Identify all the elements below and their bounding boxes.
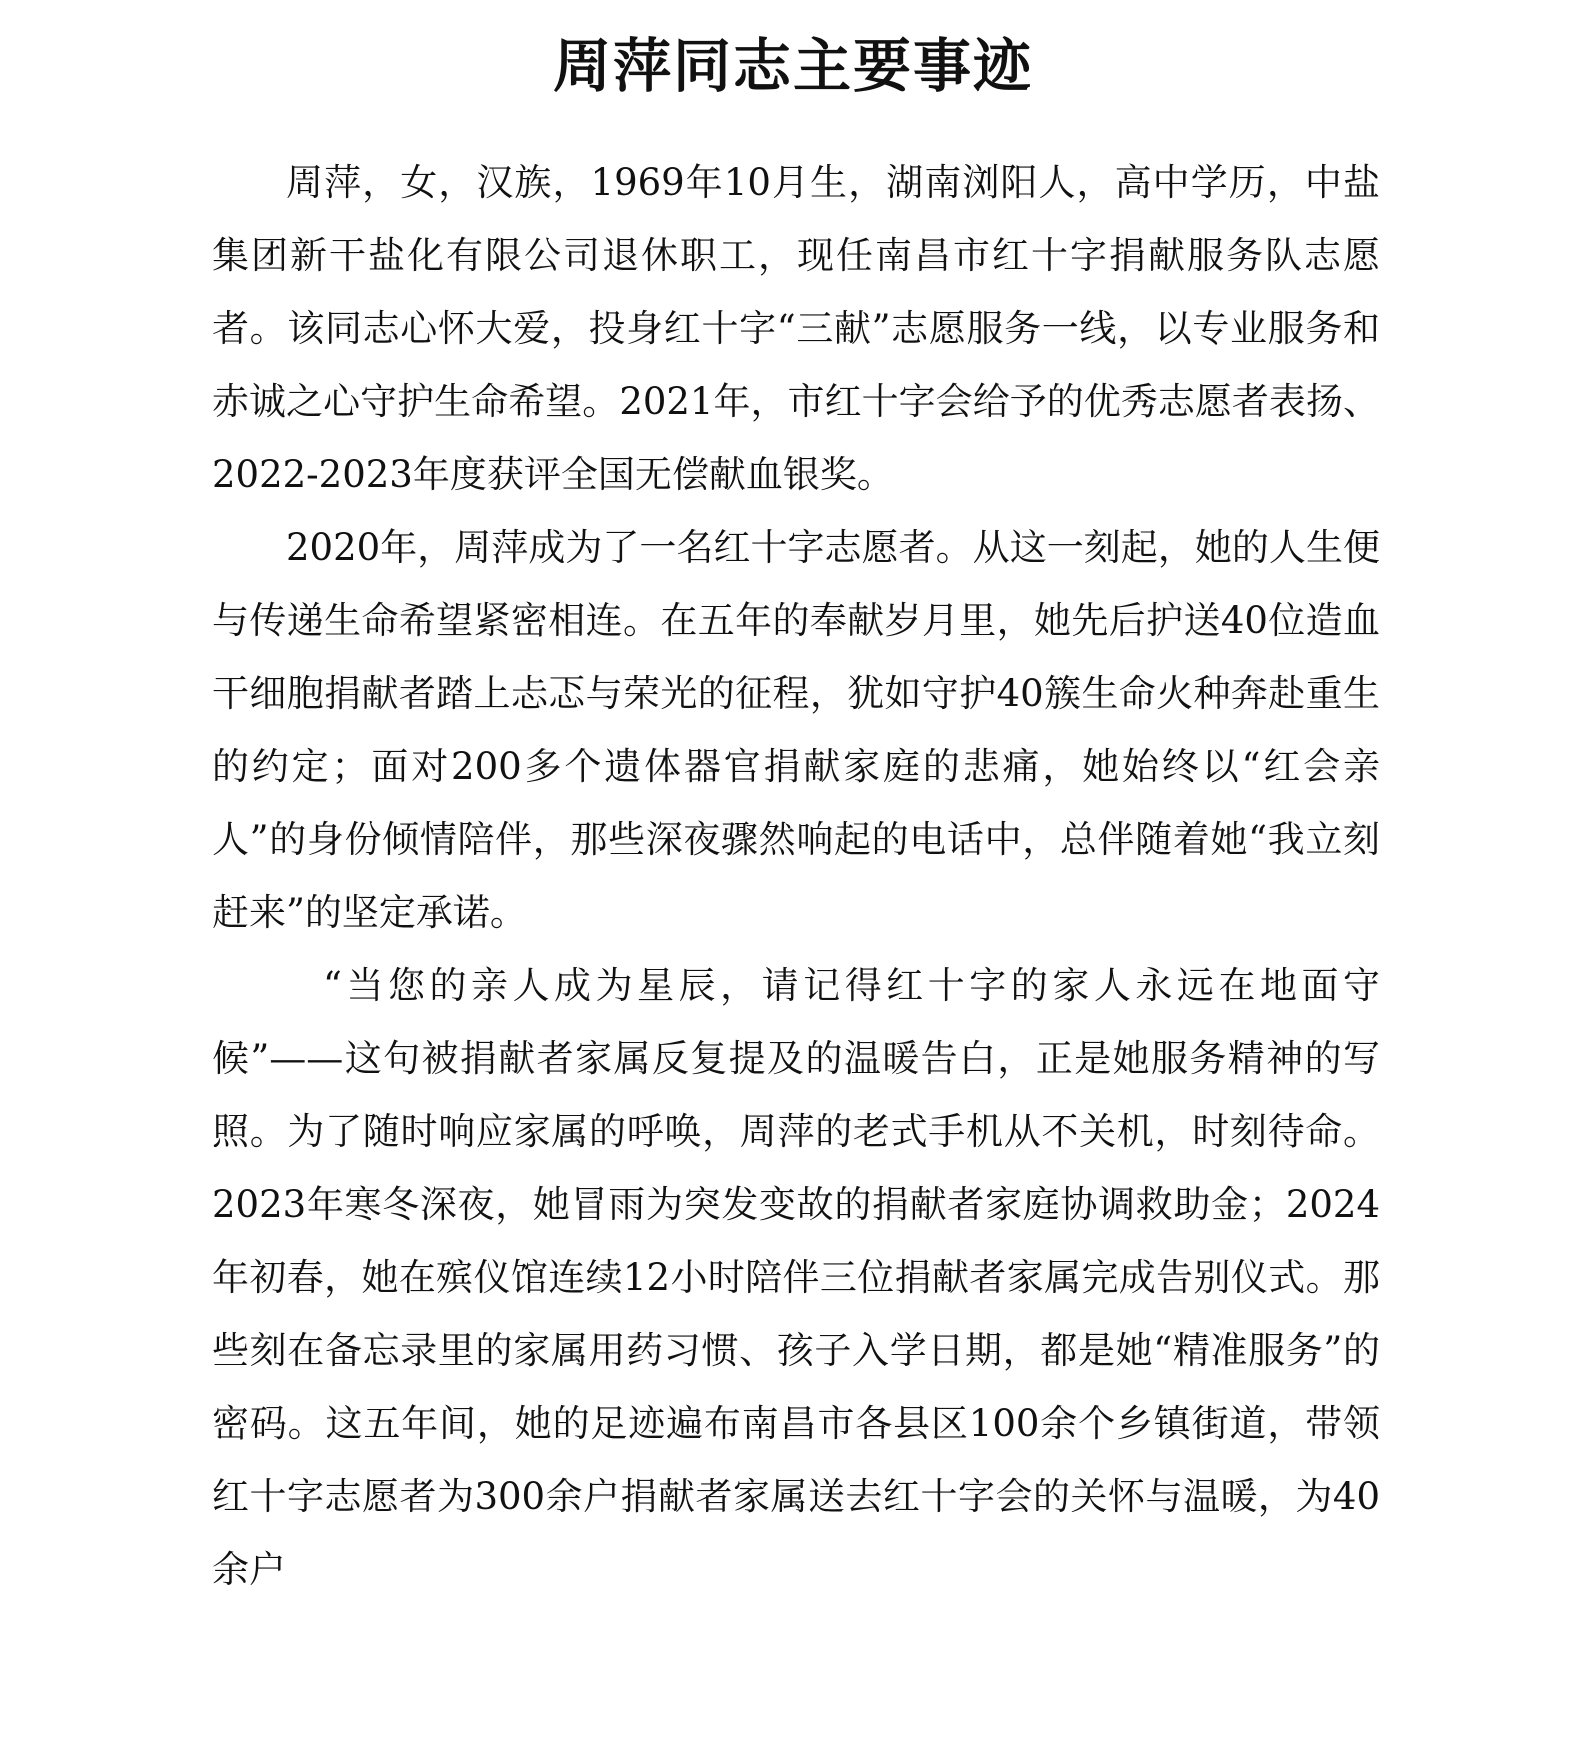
paragraph-2: 2020年，周萍成为了一名红十字志愿者。从这一刻起，她的人生便与传递生命希望紧密相连。在五年的奉献岁月里，她先后护送40位造血干细胞捐献者踏上忐忑与荣光的征程，犹如守护40簇生命火种奔赴重生的约定；面对200多个遗体器官捐献家庭的悲痛，她始终以“红会亲人”的身份倾情陪伴，那些深夜骤然响起的电话中，总伴随着她“我立刻赶来”的坚定承诺。 bbox=[212, 526, 1380, 934]
paragraph-1: 周萍，女，汉族，1969年10月生，湖南浏阳人，高中学历，中盐集团新干盐化有限公司退休职工，现任南昌市红十字捐献服务队志愿者。该同志心怀大爱，投身红十字“三献”志愿服务一线，以专业服务和赤诚之心守护生命希望。2021年，市红十字会给予的优秀志愿者表扬、2022-2023年度获评全国无偿献血银奖。 bbox=[212, 161, 1380, 496]
document-title: 周萍同志主要事迹 bbox=[552, 32, 1033, 100]
document-body bbox=[212, 146, 1380, 1606]
paragraph-3: “当您的亲人成为星辰，请记得红十字的家人永远在地面守候”——这句被捐献者家属反复提及的温暖告白，正是她服务精神的写照。为了随时响应家属的呼唤，周萍的老式手机从不关机，时刻待命。2023年寒冬深夜，她冒雨为突发变故的捐献者家庭协调救助金；2024年初春，她在殡仪馆连续12小时陪伴三位捐献者家属完成告别仪式。那些刻在备忘录里的家属用药习惯、孩子入学日期，都是她“精准服务”的密码。这五年间，她的足迹遍布南昌市各县区100余个乡镇街道，带领红十字志愿者为300余户捐献者家属送去红十字会的关怀与温暖，为40余户 bbox=[212, 964, 1380, 1591]
